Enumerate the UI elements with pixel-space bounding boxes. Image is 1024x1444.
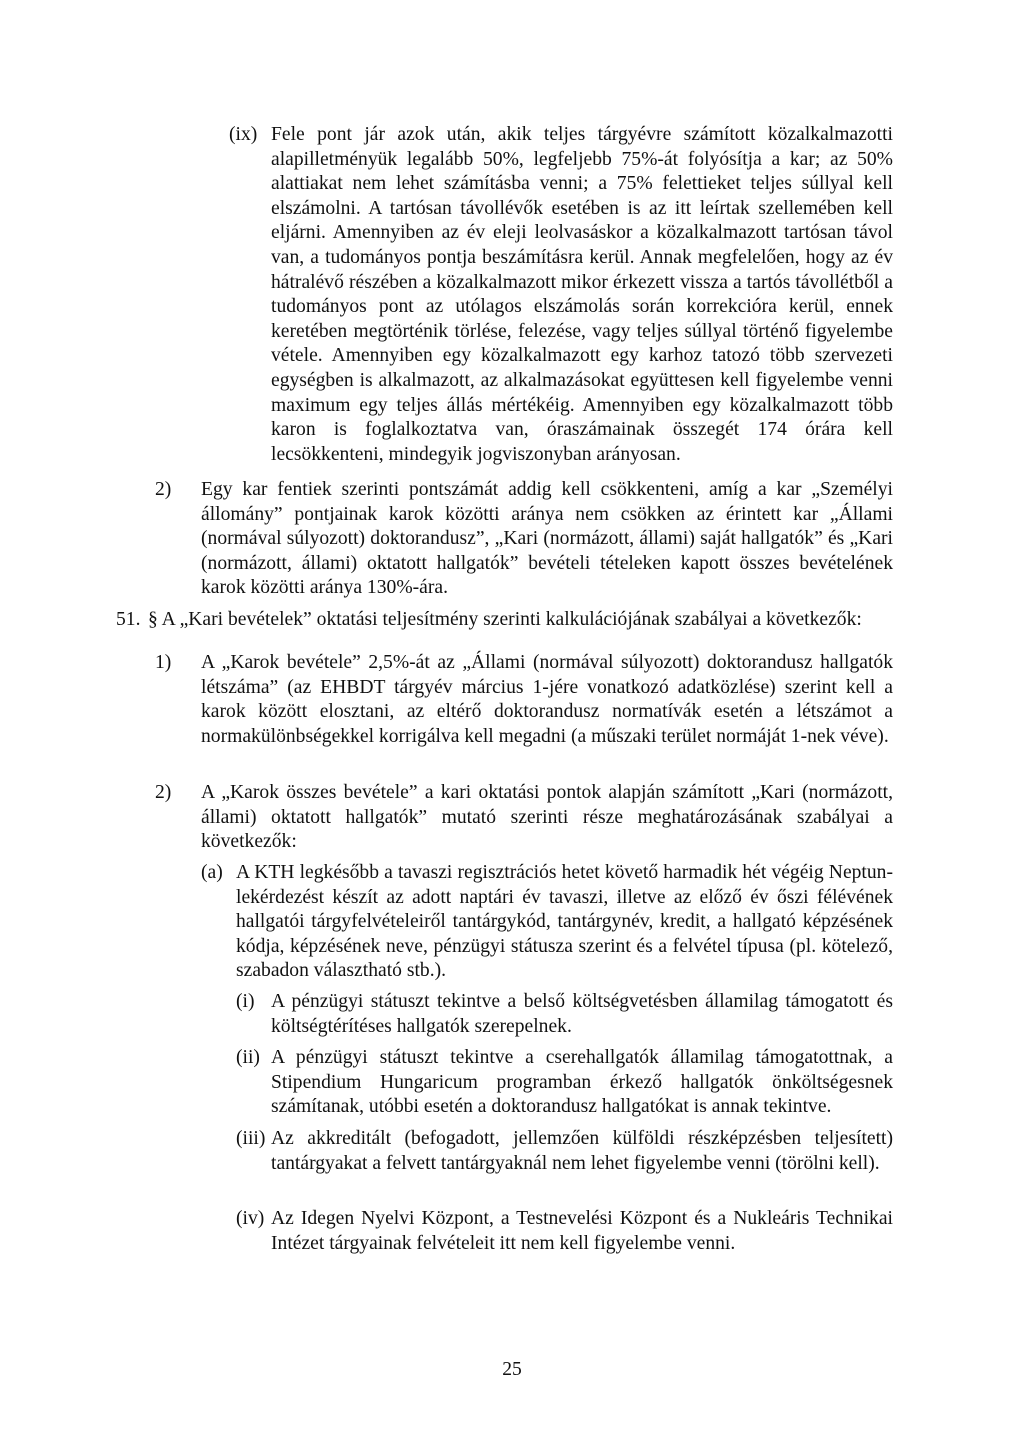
list-item-2-text: A „Karok összes bevétele” a kari oktatási pontok alapján számított „Kari (normázott, állami) oktatott hallgatók” mutató szerinti része meghatározásának szabályai a következők: xyxy=(201,782,893,853)
sub-item-iii-label: (iii) xyxy=(236,1128,266,1149)
page-number: 25 xyxy=(502,1359,522,1380)
sub-item-iii-text: Az akkreditált (befogadott, jellemzően külföldi részképzésben teljesített) tantárgyakat a felvett tantárgyaknál nem lehet figyelembe venni (törölni kell). xyxy=(271,1128,893,1174)
section-51-heading: § A „Kari bevételek” oktatási teljesítmény szerinti kalkulációjának szabályai a következők: xyxy=(148,609,862,630)
sub-item-a-text: A KTH legkésőbb a tavaszi regisztrációs hetet követő harmadik hét végéig Neptun-lekérdezést készít az adott naptári év tavaszi, illetve az előző év őszi félévének hallgatói tárgyfelvételeiről tantárgykód, tantárgynév, kredit, a hallgató képzésének kódja, képzésének neve, pénzügyi státusza szerint és a felvétel típusa (pl. kötelező, szabadon választható stb.). xyxy=(236,862,893,982)
sub-item-ii-label: (ii) xyxy=(236,1047,260,1068)
sub-item-iv-text: Az Idegen Nyelvi Központ, a Testnevelési Központ és a Nukleáris Technikai Intézet tárgyainak felvételeit itt nem kell figyelembe venni. xyxy=(271,1208,893,1254)
sub-item-ix-label: (ix) xyxy=(229,124,258,145)
list-item-2-prev-text: Egy kar fentiek szerinti pontszámát addig kell csökkenteni, amíg a kar „Személyi állomány” pontjainak karok közötti aránya nem csökken az érintett kar „Állami (normával súlyozott) doktorandusz”, „Kari (normázott, állami) saját hallgatók” és „Kari (normázott, állami) oktatott hallgatók” bevételi tételeken kapott összes bevételének karok közötti aránya 130%-ára. xyxy=(201,479,893,599)
list-item-2-prev-label: 2) xyxy=(155,479,172,500)
section-51-label: 51. xyxy=(116,609,141,630)
sub-item-ix-text: Fele pont jár azok után, akik teljes tárgyévre számított közalkalmazotti alapilletményük legalább 50%, legfeljebb 75%-át folyósítja a kar; az 50% alattiakat nem lehet számításba venni; a 75% felettieket teljes súllyal kell elszámolni. A tartósan távollévők esetében is az itt leírtak szellemében kell eljárni. Amennyiben az év eleji leolvasáskor a közalkalmazott tartósan távol van, a tudományos pontja beszámításra kerül. Annak megfelelően, hogy az év hátralévő részében a közalkalmazott mikor érkezett vissza a tartós távollétből a tudományos pont az utólagos elszámolás során korrekcióra kerül, ennek keretében megtörténik törlése, felezése, vagy teljes súllyal történő figyelembe vétele. Amennyiben egy közalkalmazott egy karhoz tatozó több szervezeti egységben is alkalmazott, az alkalmazásokat együttesen kell figyelembe venni maximum egy teljes állás mértékéig. Amennyiben egy közalkalmazott több karon is foglalkoztatva van, óraszámainak összegét 174 órára kell lecsökkenteni, mindegyik jogviszonyban arányosan. xyxy=(271,124,893,465)
list-item-1-label: 1) xyxy=(155,652,172,673)
sub-item-a-label: (a) xyxy=(201,862,223,883)
sub-item-ii-text: A pénzügyi státuszt tekintve a cserehallgatók államilag támogatottnak, a Stipendium Hungaricum programban érkező hallgatók önköltségesnek számítanak, utóbbi esetén a doktorandusz hallgatókat is annak tekintve. xyxy=(271,1047,893,1118)
list-item-2-label: 2) xyxy=(155,782,172,803)
sub-item-i-label: (i) xyxy=(236,991,255,1012)
list-item-1-text: A „Karok bevétele” 2,5%-át az „Állami (normával súlyozott) doktorandusz hallgatók létszáma” (az EHBDT tárgyév március 1-jére vonatkozó adatközlése) szerint kell a karok között elosztani, az eltérő doktorandusz normatívák esetén a létszámot a normakülönbségekkel korrigálva kell megadni (a műszaki terület normáját 1-nek véve). xyxy=(201,652,893,747)
sub-item-i-text: A pénzügyi státuszt tekintve a belső költségvetésben államilag támogatott és költségtérítéses hallgatók szerepelnek. xyxy=(271,991,893,1037)
sub-item-iv-label: (iv) xyxy=(236,1208,265,1229)
